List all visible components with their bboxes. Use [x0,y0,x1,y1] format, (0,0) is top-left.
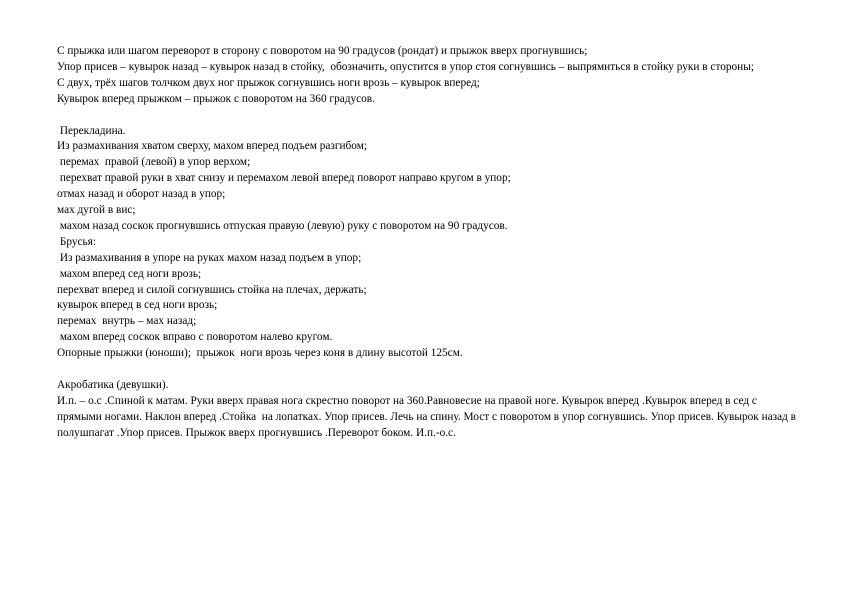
text-line: махом вперед сед ноги врозь; [57,267,202,280]
text-line: перехват вперед и силой согнувшись стойка на плечах, держать; [57,283,367,296]
text-line: перехват правой руки в хват снизу и перемахом левой вперед поворот направо кругом в упор; [57,172,511,185]
text-line: Из размахивания хватом сверху, махом вперед подъем разгибом; [57,140,367,153]
text-line: кувырок вперед в сед ноги врозь; [57,299,218,312]
vault-section [57,44,797,108]
text-line: Из размахивания в упоре на руках махом назад подъем в упор; [57,251,362,264]
bar-section [57,124,797,363]
text-line: махом назад соскок прогнувшись отпуская правую (левую) руку с поворотом на 90 градусов. [57,219,508,232]
document-text [57,44,797,442]
section-heading: Перекладина. [57,124,126,137]
paragraph-spacer [57,108,797,124]
text-line: С прыжка или шагом переворот в сторону с поворотом на 90 градусов (рондат) и прыжок вверх прогнувшись; [57,45,588,57]
text-line: Кувырок вперед прыжком – прыжок с поворотом на 360 градусов. [57,92,375,105]
text-line: махом вперед соскок вправо с поворотом налево кругом. [57,331,333,344]
acrobatics-section [57,378,797,442]
text-line: С двух, трёх шагов толчком двух ног прыжок согнувшись ноги врозь – кувырок вперед; [57,76,480,89]
text-paragraph: И.п. – о.с .Спиной к матам. Руки вверх правая нога скрестно поворот на 360.Равновесие на правой ноге. Кувырок вперед .Кувырок вперед в сед с прямыми ногами. Наклон вперед .Стойка на лопатках. Упор присев. Лечь на спину. Мост с поворотом в упор согнувшись. Упор присев. Кувырок назад в полушпагат .Упор присев. Прыжок вверх прогнувшись .Переворот боком. И.п.-о.с. [57,394,799,439]
section-heading: Брусья: [57,235,96,248]
text-line: мах дугой в вис; [57,204,136,217]
paragraph-spacer [57,362,797,378]
text-line: Опорные прыжки (юноши); прыжок ноги врозь через коня в длину высотой 125см. [57,347,463,360]
section-heading: Акробатика (девушки). [57,379,169,391]
text-line: отмах назад и оборот назад в упор; [57,188,226,201]
text-line: перемах внутрь – мах назад; [57,315,197,328]
text-line: Упор присев – кувырок назад – кувырок назад в стойку, обозначить, опустится в упор стоя согнувшись – выпрямиться в стойку руки в стороны; [57,60,754,73]
text-line: перемах правой (левой) в упор верхом; [57,156,251,169]
